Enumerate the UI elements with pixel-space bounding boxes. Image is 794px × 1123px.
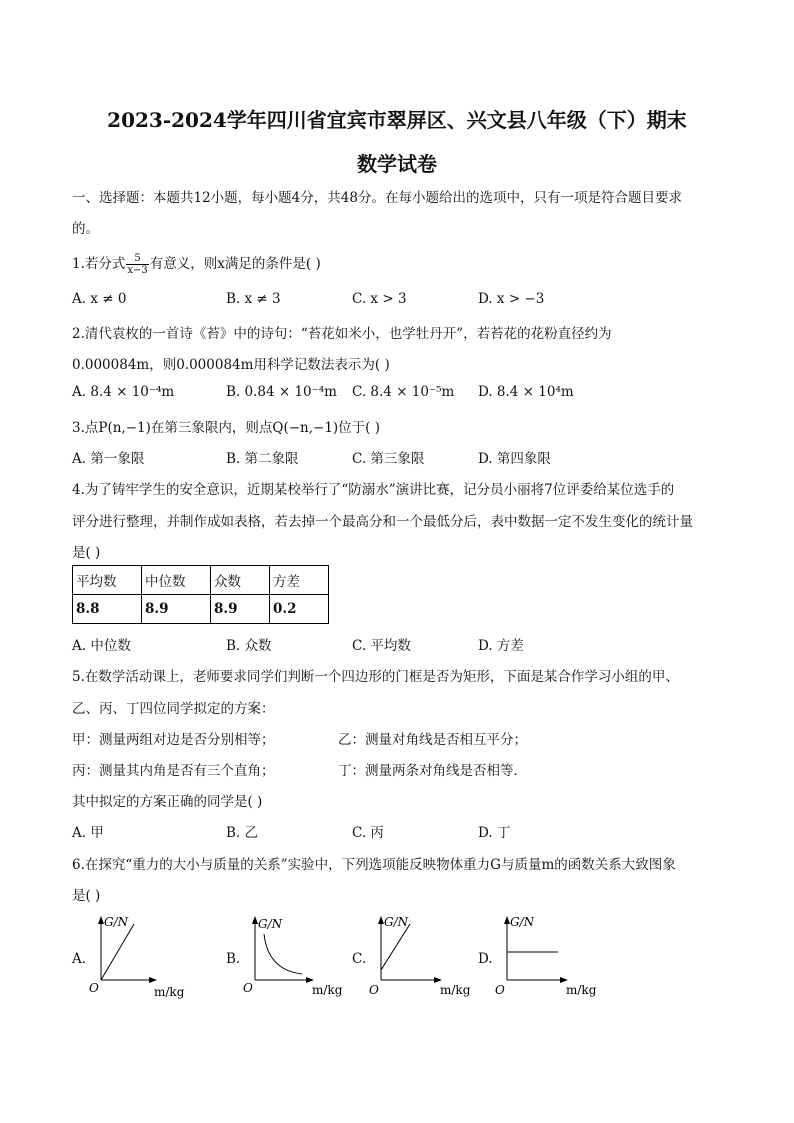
q1-option-d: D. x > −3 [478,291,545,307]
q1-option-a: A. x ≠ 0 [72,291,127,307]
q4-option-b: B. 众数 [226,638,272,654]
graph-d [492,912,607,1006]
q2-option-c: C. 8.4 × 10⁻⁵m [352,384,455,400]
graph-a-letter: A. [72,951,87,967]
graph-c-letter: C. [352,951,367,967]
question-2-line2: 0.000084m，则0.000084m用科学记数法表示为( ) [72,357,390,373]
question-1-suffix: 有意义，则x满足的条件是( ) [149,256,321,272]
statistics-table [72,565,329,624]
plan-bing: 丙：测量其内角是否有三个直角； [72,763,275,779]
x-axis-label: m/kg [566,983,597,997]
graph-a-svg [86,912,196,1002]
question-1 [72,252,321,276]
origin-label: O [243,981,253,995]
y-axis-label: G/N [384,915,409,929]
q2-option-a: A. 8.4 × 10⁻⁴m [72,384,175,400]
question-1-prefix: 1.若分式 [72,256,126,272]
q2-option-b: B. 0.84 × 10⁻⁴m [226,384,337,400]
fraction-denominator: x−3 [127,265,148,276]
q3-option-d: D. 第四象限 [478,451,551,467]
section-heading-line1: 一、选择题：本题共12小题，每小题4分，共48分。在每小题给出的选项中，只有一项是符合题目要求 [72,190,682,206]
table-cell: 8.9 [142,595,211,624]
graph-a [86,912,196,1006]
graph-d-svg [492,912,607,1002]
section-heading-line2: 的。 [72,221,99,237]
q3-option-a: A. 第一象限 [72,451,145,467]
table-cell: 8.9 [211,595,270,624]
graph-b-svg [240,912,350,1002]
x-axis-label: m/kg [440,983,471,997]
question-6-line1: 6.在探究“重力的大小与质量的关系”实验中，下列选项能反映物体重力G与质量m的函数关系大致图象 [72,857,676,873]
origin-label: O [495,983,505,997]
table-row [73,595,329,624]
graph-c-svg [366,912,476,1002]
q4-option-d: D. 方差 [478,638,524,654]
q5-option-a: A. 甲 [72,825,104,841]
table-header-cell: 中位数 [142,566,211,595]
x-axis-label: m/kg [154,985,185,999]
exam-title-line2: 数学试卷 [357,152,437,176]
plan-yi: 乙：测量对角线是否相互平分； [338,732,527,748]
exam-title-line1: 2023-2024学年四川省宜宾市翠屏区、兴文县八年级（下）期末 [107,108,687,132]
graph-d-letter: D. [478,951,493,967]
q4-option-a: A. 中位数 [72,638,131,654]
question-6-line2: 是( ) [72,888,101,904]
y-axis-label: G/N [258,917,283,931]
question-4-line2: 评分进行整理，并制作成如表格，若去掉一个最高分和一个最低分后，表中数据一定不发生变化的统计量 [72,514,693,530]
x-axis-arrow-icon [149,977,157,983]
question-4-line3: 是( ) [72,545,101,561]
q1-option-c: C. x > 3 [352,291,407,307]
question-4-line1: 4.为了铸牢学生的安全意识，近期某校举行了“防溺水”演讲比赛，记分员小丽将7位评委给某位选手的 [72,482,675,498]
y-axis-label: G/N [104,915,129,929]
table-header-cell: 方差 [270,566,329,595]
table-header-cell: 众数 [211,566,270,595]
fraction-numerator: 5 [126,253,148,265]
q1-option-b: B. x ≠ 3 [226,291,281,307]
question-5-line2: 乙、丙、丁四位同学拟定的方案： [72,701,275,717]
origin-label: O [89,981,99,995]
question-3: 3.点P(n,−1)在第三象限内，则点Q(−n,−1)位于( ) [72,420,381,436]
q2-option-d: D. 8.4 × 10⁴m [478,384,574,400]
question-5-line1: 5.在数学活动课上，老师要求同学们判断一个四边形的门框是否为矩形，下面是某合作学习小组的甲、 [72,669,679,685]
table-cell: 8.8 [73,595,142,624]
x-axis-label: m/kg [312,983,343,997]
graph-line [381,924,410,970]
q5-option-b: B. 乙 [226,825,259,841]
plan-ding: 丁：测量两条对角线是否相等． [338,763,527,779]
origin-label: O [369,983,379,997]
q4-option-c: C. 平均数 [352,638,411,654]
y-axis-label: G/N [510,915,535,929]
table-header-row [73,566,329,595]
graph-c [366,912,476,1006]
graph-b-letter: B. [226,951,241,967]
graph-line [101,924,134,980]
plan-jia: 甲：测量两组对边是否分别相等； [72,732,275,748]
question-5-ask: 其中拟定的方案正确的同学是( ) [72,794,263,810]
q3-option-c: C. 第三象限 [352,451,425,467]
q5-option-c: C. 丙 [352,825,384,841]
question-2-line1: 2.清代袁枚的一首诗《苔》中的诗句：“苔花如米小，也学牡丹开”，若苔花的花粉直径约为 [72,326,612,342]
table-cell: 0.2 [270,595,329,624]
graph-b [240,912,350,1006]
graph-curve [264,934,302,974]
q5-option-d: D. 丁 [478,825,511,841]
fraction [126,253,148,276]
q3-option-b: B. 第二象限 [226,451,299,467]
table-header-cell: 平均数 [73,566,142,595]
